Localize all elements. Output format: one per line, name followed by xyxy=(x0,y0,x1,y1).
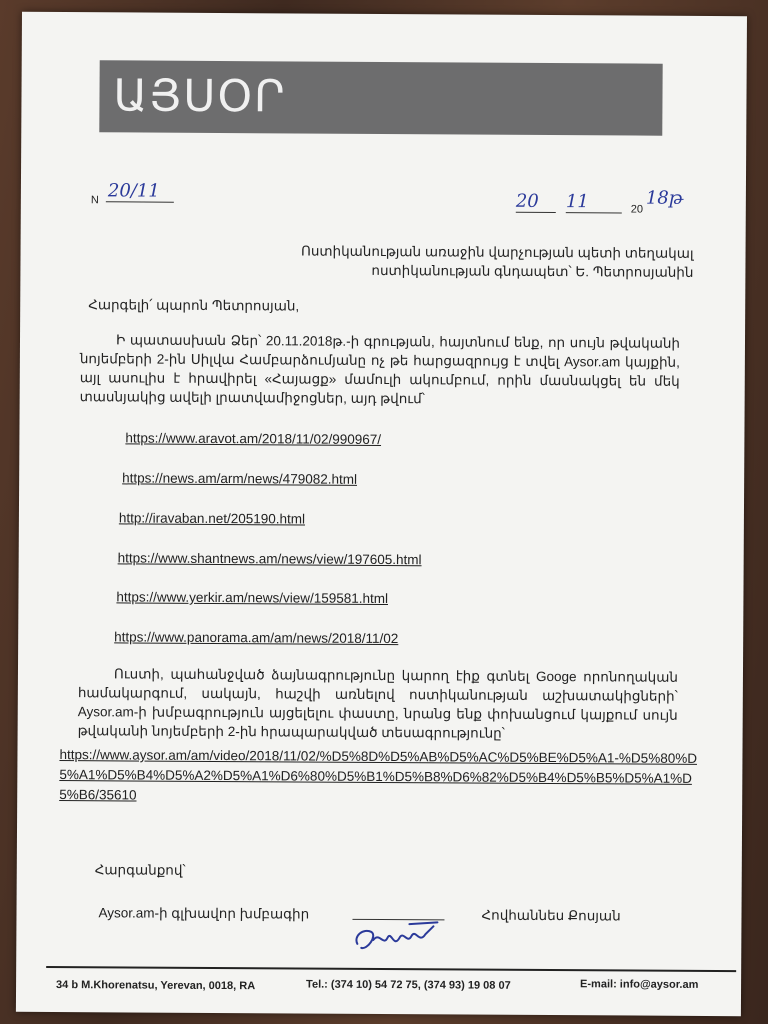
reference-link[interactable]: http://iravaban.net/205190.html xyxy=(118,510,306,527)
reference-link[interactable]: https://www.shantnews.am/news/view/197605.html xyxy=(117,550,422,568)
recipient-line: ոստիկանության գնդապետ՝ Ե. Պետրոսյանին xyxy=(371,262,694,280)
body-paragraph: Ուստի, պահանջված ձայնագրությունը կարող էիք գտնել Googe որոնողական համակարգում, սակայն, հաշվի առնելով ոստիկանության աշխատակիցների՝ Aysor.am-ի խմբագրություն այցելելու փաստը, նրանց ենք փոխանցում կայքում սույն թվականի նոյեմբերի 2-ին հրապարակված տեսագրությունը՝ xyxy=(77,666,678,741)
recipient-block xyxy=(301,241,694,281)
letter-number: 20/11 xyxy=(106,180,174,202)
date-year-prefix: 20 xyxy=(630,203,644,216)
letter-page xyxy=(16,12,747,1016)
reference-link[interactable]: https://www.panorama.am/am/news/2018/11/02 xyxy=(114,629,399,647)
salutation: Հարգելի՛ պարոն Պետրոսյան, xyxy=(88,297,300,314)
regards: Հարգանքով՝ xyxy=(94,862,186,878)
aysor-logo: ԱՅՍՕՐ xyxy=(113,70,287,123)
recipient-line: Ոստիկանության առաջին վարչության պետի տեղակալ xyxy=(300,243,694,261)
footer-address: 34 b M.Khorenatsu, Yerevan, 0018, RA xyxy=(56,979,256,993)
reference-link[interactable]: https://www.aravot.am/2018/11/02/990967/ xyxy=(125,430,382,447)
reference-link[interactable]: https://www.yerkir.am/news/view/159581.html xyxy=(116,589,389,607)
number-label: N xyxy=(90,194,99,207)
footer-email: E-mail: info@aysor.am xyxy=(580,978,699,991)
video-link[interactable]: https://www.aysor.am/am/video/2018/11/02/%D5%8D%D5%AB%D5%AC%D5%BE%D5%A1-%D5%80%D5%A1%D5%B4%D5%A2%D5%A1%D6%80%D5%B1%D5%B8%D6%82%D5%B4%D5%B5%D5%A1%D5%B6/35610 xyxy=(59,747,698,803)
signer-title: Aysor.am-ի գլխավոր խմբագիր xyxy=(98,905,310,922)
date-day: 20 xyxy=(516,191,556,213)
body-paragraph: Ի պատասխան Ձեր՝ 20.11.2018թ.-ի գրության, հայտնում ենք, որ սույն թվականի նոյեմբերի 2-ին Սիլվա Համբարձումյանը ոչ թե հարցազրույց է տվել Aysor.am կայքին, այլ ասուլիս է հրավիրել «Հայացք» մամուլի ակումբում, որին մասնակցել են մեկ տասնյակից ավելի լրատվամիջոցներ, այդ թվում՝ xyxy=(79,332,681,407)
signature-icon xyxy=(349,914,449,965)
date-year: 18թ xyxy=(645,187,684,209)
reference-link[interactable]: https://news.am/arm/news/479082.html xyxy=(122,470,358,487)
date-month: 11 xyxy=(566,191,622,213)
footer-divider xyxy=(46,966,736,972)
letterhead-bar xyxy=(99,60,662,135)
signer-name: Հովհաննես Քոսյան xyxy=(481,907,621,924)
footer-phone: Tel.: (374 10) 54 72 75, (374 93) 19 08 07 xyxy=(306,978,511,992)
